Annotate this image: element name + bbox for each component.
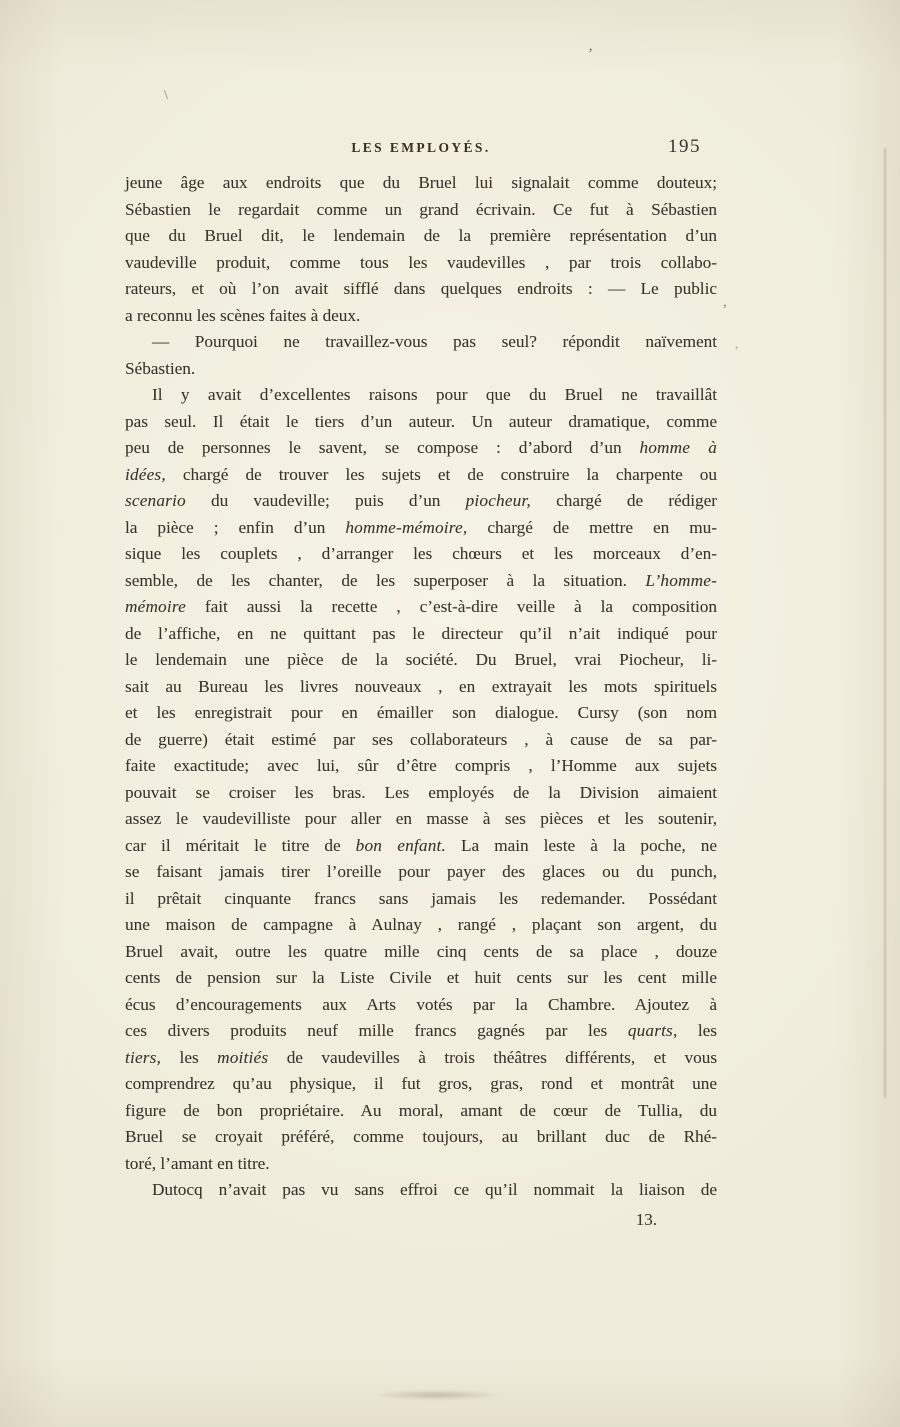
text-line: une maison de campagne à Aulnay , rangé , plaçant son argent, du	[125, 915, 717, 934]
text-line: Bruel avait, outre les quatre mille cinq cents de sa place , douze	[125, 941, 717, 961]
page-header	[125, 136, 717, 164]
scan-artifact: ,	[735, 336, 739, 351]
paragraph	[125, 382, 717, 1177]
text-line: Il y avait d’excellentes raisons pour que du Bruel ne travaillât	[152, 385, 717, 404]
text-line: assez le vaudevilliste pour aller en masse à ses pièces et les soutenir,	[125, 809, 717, 828]
text-line: Bruel se croyait préféré, comme toujours, au brillant duc de Rhé-	[125, 1127, 717, 1146]
text-line: mémoire fait aussi la recette , c’est-à-dire veille à la composition	[125, 597, 717, 616]
paragraph	[125, 329, 717, 382]
scan-smudge	[372, 1390, 502, 1400]
paragraph	[125, 170, 717, 329]
text-line: et les enregistrait pour en émailler son dialogue. Cursy (son nom	[125, 703, 717, 722]
text-line: a reconnu les scènes faites à deux.	[125, 305, 361, 325]
scan-artifact: ’	[588, 46, 593, 62]
page-number: 195	[668, 136, 701, 157]
text-line: car il méritait le titre de bon enfant. La main leste à la poche, ne	[125, 835, 717, 855]
text-line: figure de bon propriétaire. Au moral, amant de cœur de Tullia, du	[125, 1100, 717, 1120]
text-line: le lendemain une pièce de la société. Du Bruel, vrai Piocheur, li-	[125, 650, 717, 669]
text-line: de guerre) était estimé par ses collaborateurs , à cause de sa par-	[125, 729, 717, 749]
text-line: ces divers produits neuf mille francs gagnés par les quarts, les	[125, 1021, 717, 1040]
text-line: peu de personnes le savent, se compose : d’abord d’un homme à	[125, 438, 717, 457]
text-line: écus d’encouragements aux Arts votés par la Chambre. Ajoutez à	[125, 994, 717, 1014]
text-line: Dutocq n’avait pas vu sans effroi ce qu’il nommait la liaison de	[152, 1180, 717, 1199]
text-line: comprendrez qu’au physique, il fut gros, gras, rond et montrât une	[125, 1074, 717, 1093]
text-line: faite exactitude; avec lui, sûr d’être compris , l’Homme aux sujets	[125, 756, 717, 775]
text-line: idées, chargé de trouver les sujets et de construire la charpente ou	[125, 464, 717, 484]
text-line: Sébastien le regardait comme un grand écrivain. Ce fut à Sébastien	[125, 199, 717, 219]
paragraph	[125, 1177, 717, 1204]
text-line: sait au Bureau les livres nouveaux , en extrayait les mots spirituels	[125, 676, 717, 696]
text-line: de l’affiche, en ne quittant pas le directeur qu’il n’ait indiqué pour	[125, 623, 717, 643]
page-edge-shadow	[884, 148, 886, 1098]
scan-artifact: \	[164, 88, 168, 103]
text-line: scenario du vaudeville; puis d’un piocheur, chargé de rédiger	[125, 491, 717, 510]
text-line: cents de pension sur la Liste Civile et huit cents sur les cent mille	[125, 968, 717, 987]
text-line: la pièce ; enfin d’un homme-mémoire, chargé de mettre en mu-	[125, 517, 717, 537]
text-line: rateurs, et où l’on avait sifflé dans quelques endroits : — Le public	[125, 279, 717, 298]
text-line: il prêtait cinquante francs sans jamais les redemander. Possédant	[125, 888, 717, 908]
text-line: que du Bruel dit, le lendemain de la première représentation d’un	[125, 226, 717, 245]
signature-mark: 13.	[635, 1209, 657, 1229]
running-title: LES EMPLOYÉS.	[351, 140, 491, 155]
text-line: toré, l’amant en titre.	[125, 1153, 270, 1173]
text-line: vaudeville produit, comme tous les vaudevilles , par trois collabo-	[125, 252, 717, 272]
text-line: — Pourquoi ne travaillez-vous pas seul? répondit naïvement	[152, 332, 717, 351]
scan-artifact: ,	[723, 294, 727, 310]
text-line: pas seul. Il était le tiers d’un auteur. Un auteur dramatique, comme	[125, 411, 717, 431]
text-line: pouvait se croiser les bras. Les employés de la Division aimaient	[125, 782, 717, 802]
text-line: se faisant jamais tirer l’oreille pour payer des glaces ou du punch,	[125, 862, 717, 881]
text-line: semble, de les chanter, de les superposer à la situation. L’homme-	[125, 570, 717, 590]
body-text	[125, 170, 717, 1204]
text-line: sique les couplets , d’arranger les chœurs et les morceaux d’en-	[125, 544, 717, 563]
text-line: Sébastien.	[125, 358, 196, 378]
text-line: tiers, les moitiés de vaudevilles à trois théâtres différents, et vous	[125, 1047, 718, 1067]
text-block	[125, 136, 718, 1233]
text-line: jeune âge aux endroits que du Bruel lui signalait comme douteux;	[125, 173, 717, 192]
